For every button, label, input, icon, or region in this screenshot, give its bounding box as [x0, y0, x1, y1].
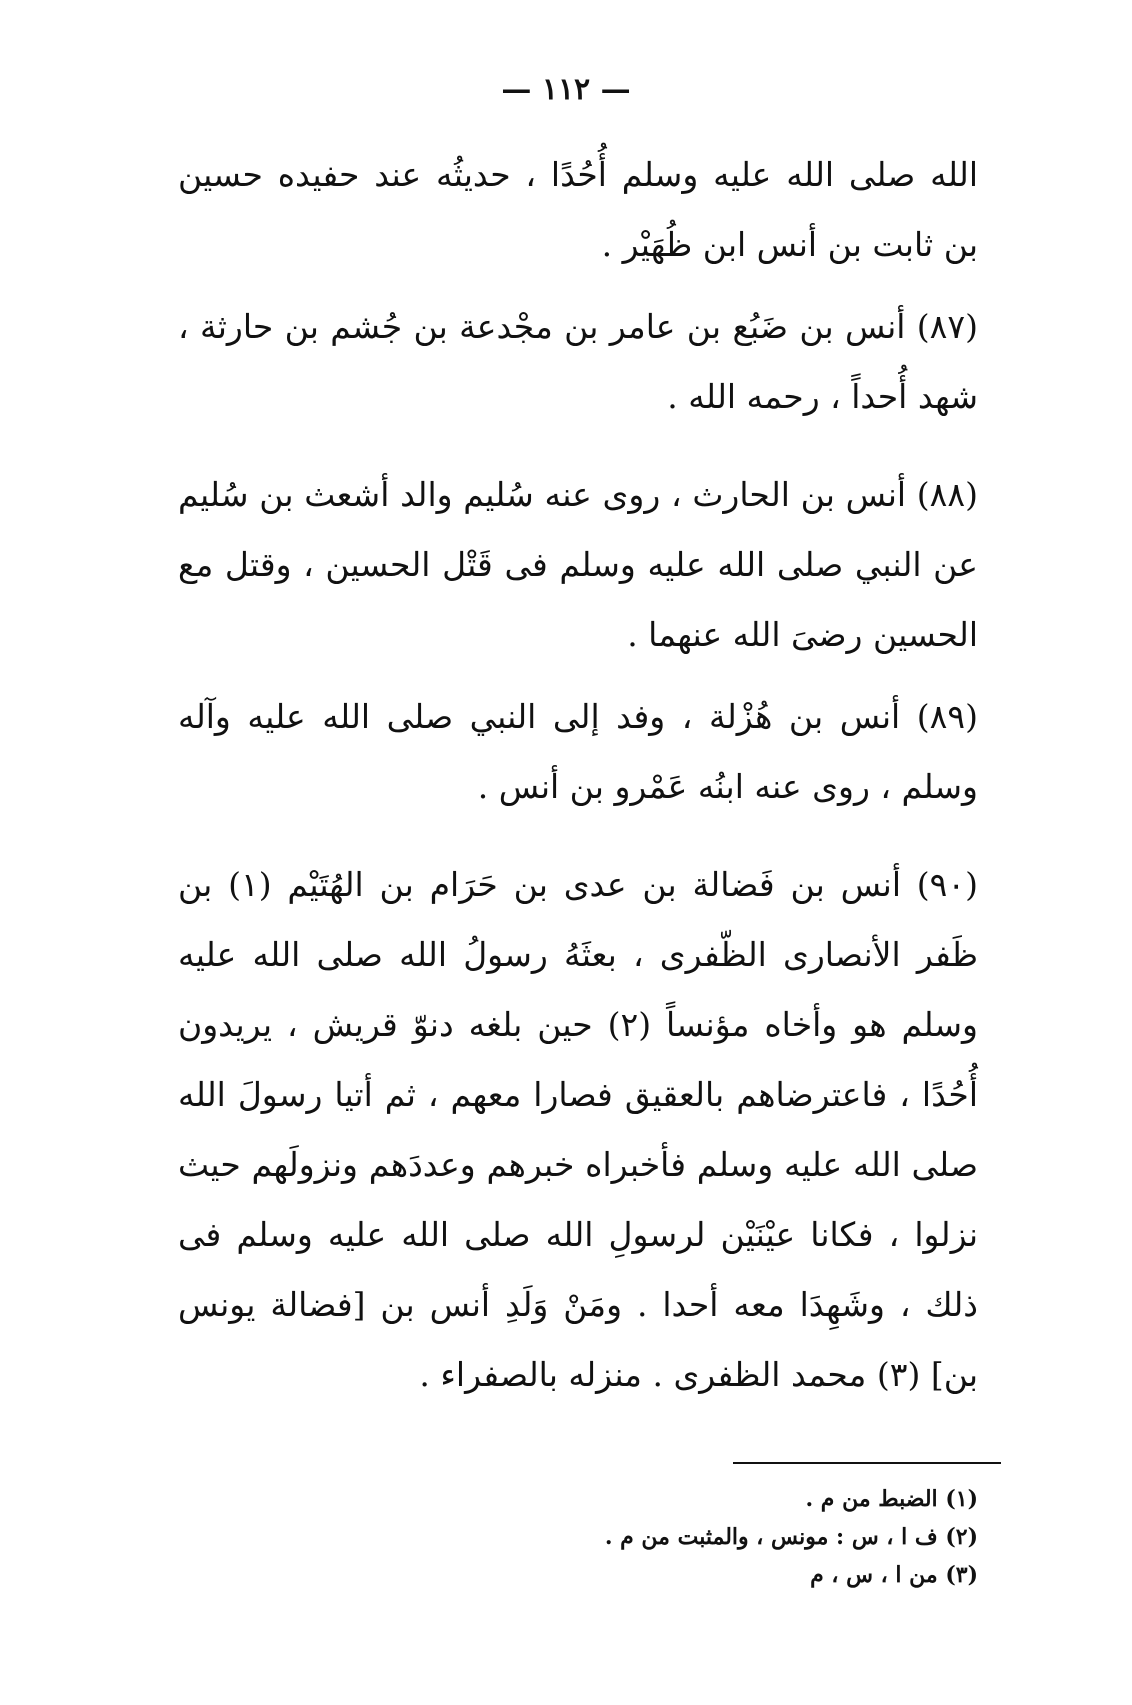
footnote-3: (٣) من ا ، س ، م: [810, 1562, 978, 1588]
paragraph-entry-89: (٨٩) أنس بن هُزْلة ، وفد إلى النبي صلى الله عليه وآله وسلم ، روى عنه ابنُه عَمْرو بن أنس .: [178, 697, 978, 806]
paragraph-entry-87: (٨٧) أنس بن ضَبُع بن عامر بن مجْدعة بن جُشم بن حارثة ، شهد أُحداً ، رحمه الله .: [178, 307, 978, 416]
body-text: [178, 140, 978, 1422]
paragraph-entry-90: (٩٠) أنس بن فَضالة بن عدى بن حَرَام بن الهُتَيْم (١) بن ظَفر الأنصارى الظّفرى ، بعثَهُ رسولُ الله صلى الله عليه وسلم هو وأخاه مؤنساً (٢) حين بلغه دنوّ قريش ، يريدون أُحُدًا ، فاعترضاهم بالعقيق فصارا معهم ، ثم أتيا رسولَ الله صلى الله عليه وسلم فأخبراه خبرهم وعددَهم ونزولَهم حيث نزلوا ، فكانا عيْنَيْن لرسولِ الله صلى الله عليه وسلم فى ذلك ، وشَهِدَا معه أحدا . ومَنْ وَلَدِ أنس بن [فضالة يونس بن] (٣) محمد الظفرى . منزله بالصفراء .: [178, 865, 978, 1394]
footnote-1: (١) الضبط من م .: [805, 1486, 978, 1512]
footnote-2: (٢) ف ا ، س : مونس ، والمثبت من م .: [604, 1524, 978, 1550]
footnotes: [178, 1480, 978, 1594]
page-number: — ١١٢ —: [501, 72, 631, 107]
paragraph-continuation: الله صلى الله عليه وسلم أُحُدًا ، حديثُه عند حفيده حسين بن ثابت بن أنس ابن ظُهَيْر .: [178, 155, 978, 264]
footnote-divider: [733, 1462, 1001, 1464]
paragraph-entry-88: (٨٨) أنس بن الحارث ، روى عنه سُليم والد أشعث بن سُليم عن النبي صلى الله عليه وسلم فى قَتْل الحسين ، وقتل مع الحسين رضىَ الله عنهما .: [178, 475, 978, 654]
